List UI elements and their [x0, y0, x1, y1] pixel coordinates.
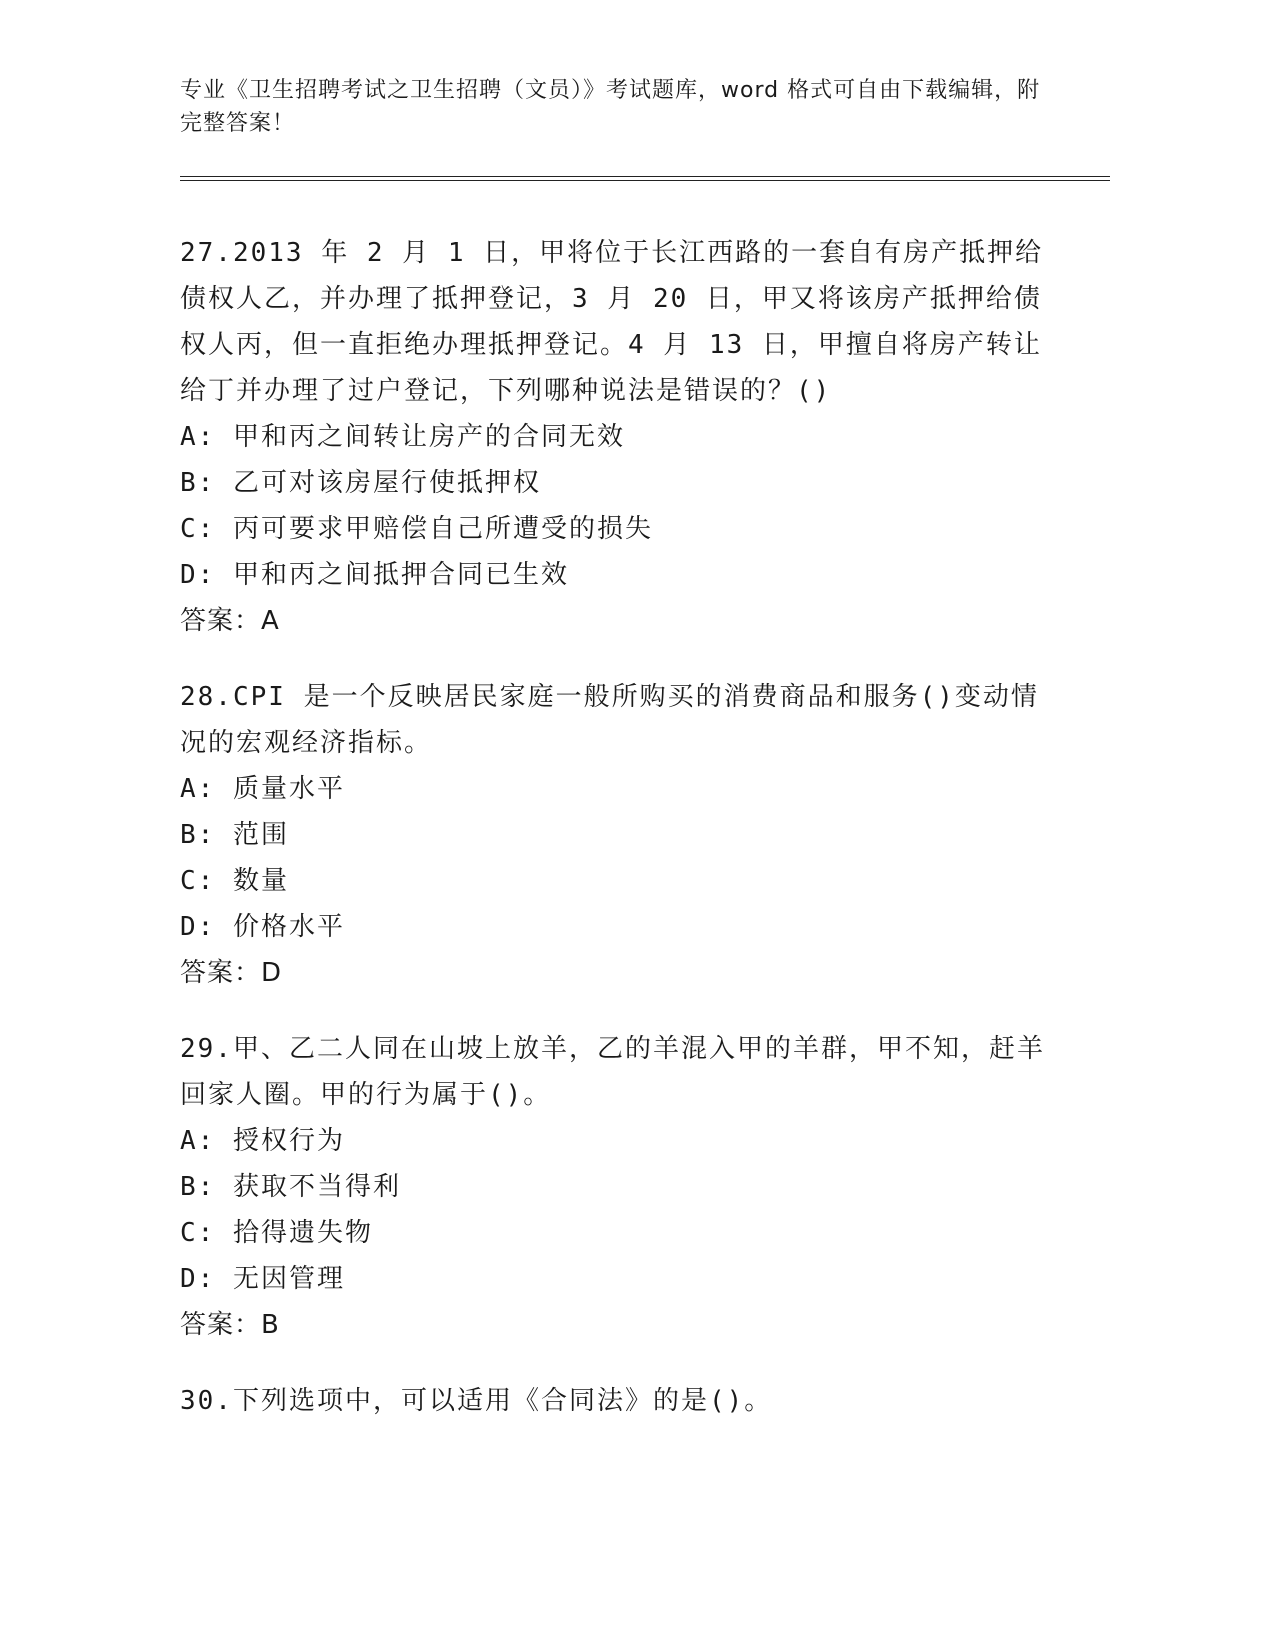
- question-28: [180, 674, 1060, 996]
- option-d: D: 无因管理: [180, 1264, 345, 1294]
- question-stem: 27.2013 年 2 月 1 日，甲将位于长江西路的一套自有房产抵押给债权人乙，并办理了抵押登记，3 月 20 日，甲又将该房产抵押给债权人丙，但一直拒绝办理抵押登记。4 月 13 日，甲擅自将房产转让给丁并办理了过户登记，下列哪种说法是错误的？(): [180, 238, 1044, 406]
- option-c: C: 丙可要求甲赔偿自己所遭受的损失: [180, 514, 653, 544]
- question-stem: 30.下列选项中，可以适用《合同法》的是()。: [180, 1386, 773, 1416]
- question-27: [180, 230, 1060, 644]
- header-divider: [180, 176, 1110, 181]
- question-list: [180, 230, 1060, 1454]
- question-29: [180, 1026, 1060, 1348]
- answer: 答案：D: [180, 958, 283, 988]
- option-a: A: 甲和丙之间转让房产的合同无效: [180, 422, 625, 452]
- option-d: D: 甲和丙之间抵押合同已生效: [180, 560, 569, 590]
- question-30: [180, 1378, 1060, 1424]
- answer: 答案：A: [180, 606, 280, 636]
- document-header: 专业《卫生招聘考试之卫生招聘（文员）》考试题库，word 格式可自由下载编辑，附完整答案！: [180, 78, 1041, 136]
- option-c: C: 数量: [180, 866, 289, 896]
- option-b: B: 获取不当得利: [180, 1172, 401, 1202]
- question-stem: 29.甲、乙二人同在山坡上放羊，乙的羊混入甲的羊群，甲不知，赶羊回家人圈。甲的行为属于()。: [180, 1034, 1045, 1110]
- question-stem: 28.CPI 是一个反映居民家庭一般所购买的消费商品和服务()变动情况的宏观经济指标。: [180, 682, 1039, 758]
- option-a: A: 质量水平: [180, 774, 345, 804]
- document-page: [180, 0, 1110, 1650]
- answer: 答案：B: [180, 1310, 280, 1340]
- option-d: D: 价格水平: [180, 912, 345, 942]
- option-c: C: 拾得遗失物: [180, 1218, 373, 1248]
- option-a: A: 授权行为: [180, 1126, 345, 1156]
- option-b: B: 范围: [180, 820, 289, 850]
- option-b: B: 乙可对该房屋行使抵押权: [180, 468, 541, 498]
